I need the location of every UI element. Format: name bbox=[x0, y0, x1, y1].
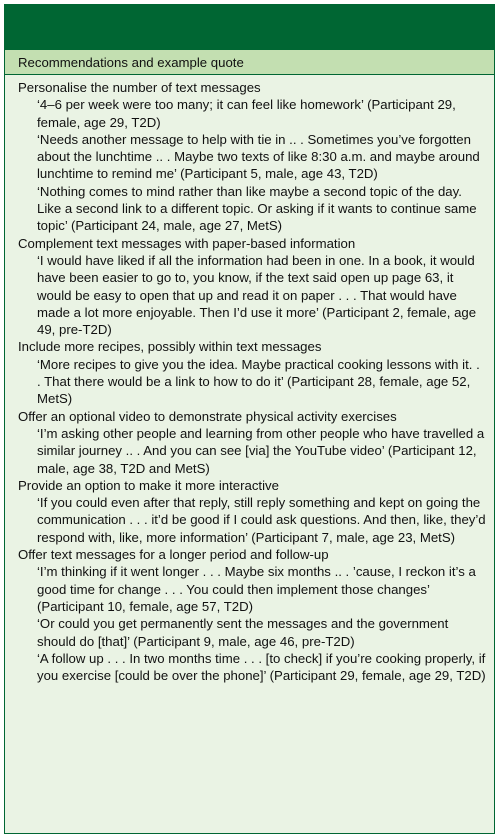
recommendation: Personalise the number of text messages bbox=[18, 80, 261, 95]
recommendation: Provide an option to make it more interactive bbox=[18, 477, 279, 493]
title-band bbox=[5, 5, 494, 50]
quote: ‘Needs another message to help with tie in .. . Sometimes you’ve forgotten about the lunchtime .. . Maybe two texts of like 8:30 a.m. and maybe around lunchtime to remind me’ (Participant 5, male, age 43, T2D) bbox=[37, 131, 480, 182]
quote: ‘I’m thinking if it went longer . . . Maybe six months .. . ’cause, I reckon it’s a good time for change . . . You could then implement those changes’ (Participant 10, female, age 57, T2D) bbox=[37, 564, 476, 614]
quote: ‘More recipes to give you the idea. Maybe practical cooking lessons with it. . . That there would be a link to how to do it’ (Participant 28, female, age 52, MetS) bbox=[37, 356, 480, 407]
quote: ‘Or could you get permanently sent the messages and the government should do [that]’ (Participant 9, male, age 46, pre-T2D) bbox=[37, 616, 449, 649]
quote: ‘I would have liked if all the information had been in one. In a book, it would have been easier to go to, you know, if the text said open up page 63, it would be easy to open that up and read it on paper . . . That would have made a lot more enjoyable. Then I’d use it more’ (Participant 2, female, age 49, pre-T2D) bbox=[37, 252, 477, 338]
recommendation: Include more recipes, possibly within text messages bbox=[18, 339, 322, 355]
quote: ‘If you could even after that reply, still reply something and kept on going the communication . . . it’d be good if I could ask questions. And then, like, they’d respond with, like, more information’ (Participant 7, male, age 23, MetS) bbox=[37, 495, 486, 545]
quote: ‘4–6 per week were too many; it can feel like homework’ (Participant 29, female, age 29, T2D) bbox=[37, 97, 456, 130]
table-body bbox=[5, 75, 494, 684]
table-box bbox=[4, 4, 495, 834]
quote: ‘I’m asking other people and learning from other people who have travelled a similar journey .. . And you can see [via] the YouTube video’ (Participant 12, male, age 38, T2D and MetS) bbox=[37, 425, 485, 476]
recommendation: Offer text messages for a longer period and follow-up bbox=[18, 547, 329, 563]
table-header: Recommendations and example quote bbox=[5, 50, 494, 75]
recommendation: Complement text messages with paper-based information bbox=[18, 235, 356, 251]
quote: ‘A follow up . . . In two months time . . . [to check] if you’re cooking properly, if you exercise [could be over the phone]’ (Participant 29, female, age 29, T2D) bbox=[37, 650, 486, 684]
recommendation: Offer an optional video to demonstrate physical activity exercises bbox=[18, 408, 397, 424]
quote: ‘Nothing comes to mind rather than like maybe a second topic of the day. Like a second link to a different topic. Or asking if it wants to continue same topic’ (Participant 24, male, age 27, MetS) bbox=[37, 183, 477, 234]
